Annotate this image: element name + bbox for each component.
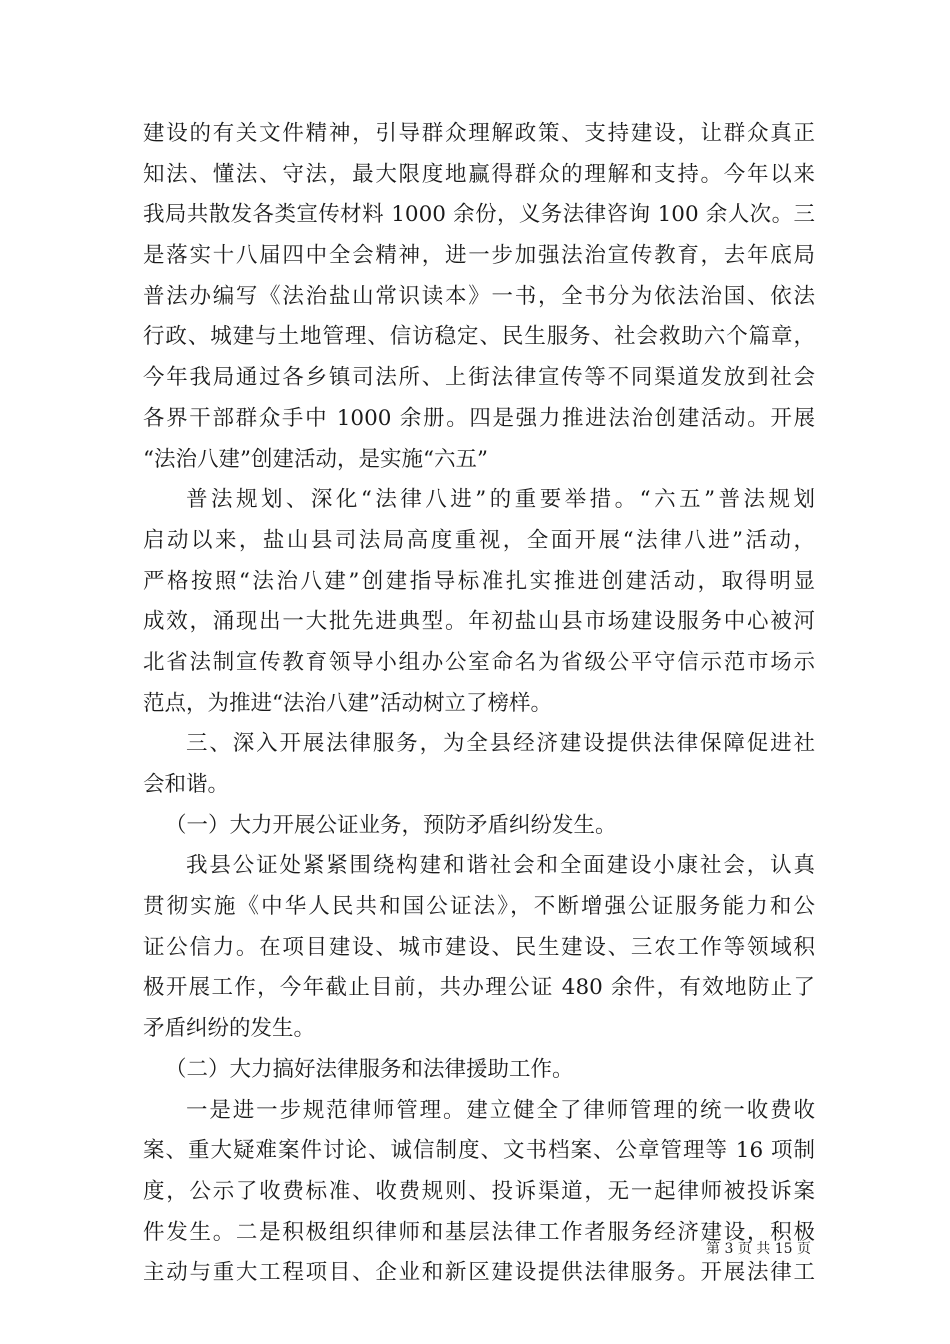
text-line: 严格按照“法治八建”创建指导标准扎实推进创建活动，取得明显 [143, 568, 815, 594]
paragraph [143, 1050, 815, 1091]
text-line: 极开展工作，今年截止目前，共办理公证 480 余件，有效地防止了 [143, 975, 815, 1001]
subsection-heading: （二）大力搞好法律服务和法律援助工作。 [165, 1056, 574, 1082]
text-line: 一是进一步规范律师管理。建立健全了律师管理的统一收费收 [186, 1097, 815, 1123]
document-body [143, 114, 815, 1294]
text-line: 知法、懂法、守法，最大限度地赢得群众的理解和支持。今年以来 [143, 161, 815, 187]
text-line: 我县公证处紧紧围绕构建和谐社会和全面建设小康社会，认真 [186, 853, 815, 879]
text-line: 范点，为推进“法治八建”活动树立了榜样。 [143, 690, 552, 716]
text-line: 成效，涌现出一大批先进典型。年初盐山县市场建设服务中心被河 [143, 609, 815, 635]
paragraph [143, 114, 815, 480]
text-line: 是落实十八届四中全会精神，进一步加强法治宣传教育，去年底局 [143, 243, 815, 269]
text-line: 我局共散发各类宣传材料 1000 余份，义务法律咨询 100 余人次。三 [143, 202, 815, 228]
text-line: 各界干部群众手中 1000 余册。四是强力推进法治创建活动。开展 [143, 405, 815, 431]
text-line: 度，公示了收费标准、收费规则、投诉渠道，无一起律师被投诉案 [143, 1178, 815, 1204]
text-line: 主动与重大工程项目、企业和新区建设提供法律服务。开展法律工 [143, 1260, 815, 1286]
text-line: 证公信力。在项目建设、城市建设、民生建设、三农工作等领域积 [143, 934, 815, 960]
section-heading-line: 会和谐。 [143, 772, 230, 797]
page-number: 第 3 页 共 15 页 [706, 1241, 811, 1257]
text-line: 普法办编写《法治盐山常识读本》一书，全书分为依法治国、依法 [143, 283, 815, 309]
text-line: “法治八建”创建活动，是实施“六五” [143, 446, 488, 472]
text-line: 件发生。二是积极组织律师和基层法律工作者服务经济建设，积极 [143, 1219, 815, 1245]
text-line: 启动以来，盐山县司法局高度重视，全面开展“法律八进”活动， [143, 527, 815, 553]
text-line: 贯彻实施《中华人民共和国公证法》，不断增强公证服务能力和公 [143, 894, 815, 920]
text-line: 建设的有关文件精神，引导群众理解政策、支持建设，让群众真正 [143, 121, 815, 146]
text-line: 行政、城建与土地管理、信访稳定、民生服务、社会救助六个篇章， [143, 324, 815, 350]
subsection-heading: （一）大力开展公证业务，预防矛盾纠纷发生。 [165, 812, 617, 838]
text-line: 普法规划、深化“法律八进”的重要举措。“六五”普法规划 [186, 487, 815, 513]
text-line: 今年我局通过各乡镇司法所、上街法律宣传等不同渠道发放到社会 [143, 365, 815, 391]
paragraph [143, 1091, 815, 1294]
text-line: 北省法制宣传教育领导小组办公室命名为省级公平守信示范市场示 [143, 649, 815, 675]
paragraph [143, 806, 815, 847]
text-line: 案、重大疑难案件讨论、诚信制度、文书档案、公章管理等 16 项制 [143, 1138, 815, 1164]
paragraph [143, 846, 815, 1049]
section-heading-line: 三、深入开展法律服务，为全县经济建设提供法律保障促进社 [186, 731, 815, 757]
paragraph [143, 480, 815, 724]
paragraph [143, 724, 815, 805]
text-line: 矛盾纠纷的发生。 [143, 1016, 316, 1042]
